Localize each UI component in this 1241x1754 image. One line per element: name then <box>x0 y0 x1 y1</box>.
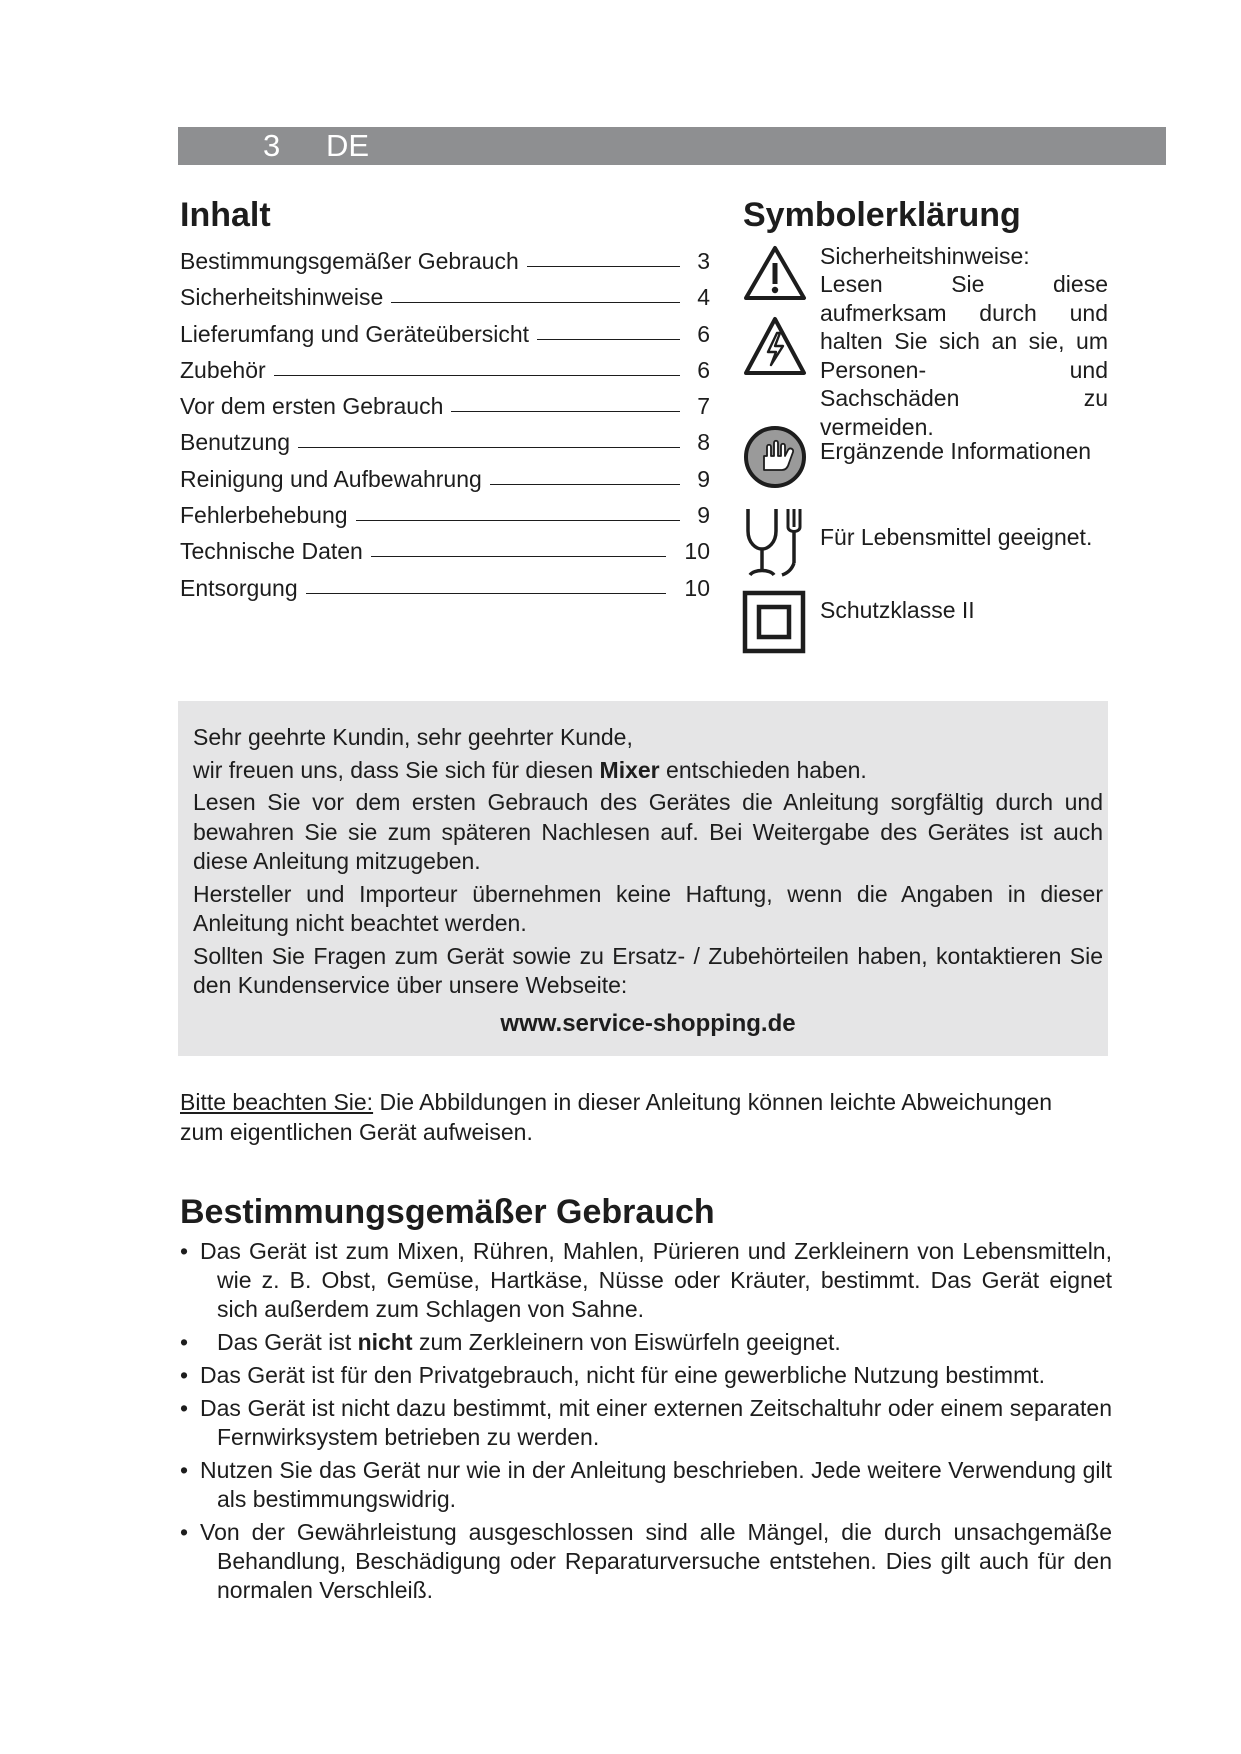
emphasis-nicht: nicht <box>357 1329 413 1355</box>
list-item: • Das Gerät ist für den Privatgebrauch, nicht für eine gewerbliche Nutzung bestimmt. <box>180 1362 1046 1388</box>
table-of-contents <box>180 248 710 611</box>
toc-entry[interactable]: Entsorgung 10 <box>180 574 710 601</box>
hand-pointing-icon <box>742 426 808 488</box>
note-paragraph <box>180 1088 1100 1147</box>
greeting-text: Sehr geehrte Kundin, sehr geehrter Kunde, <box>193 724 633 750</box>
electric-hazard-icon <box>742 315 808 377</box>
toc-entry[interactable]: Benutzung 8 <box>180 429 710 456</box>
toc-entry[interactable]: Zubehör 6 <box>180 356 710 383</box>
symbols-title: Symbolerklärung <box>743 196 1021 234</box>
note-label: Bitte beachten Sie: <box>180 1089 374 1115</box>
language-code: DE <box>326 128 370 163</box>
class-symbol-text: Schutzklasse II <box>820 597 975 623</box>
glass-fork-icon <box>742 505 808 577</box>
safety-text: Lesen Sie diese aufmerksam durch und halten Sie sich an sie, um Personen- und Sachschäden zu vermeiden. <box>820 271 1108 440</box>
read-instructions-text: Lesen Sie vor dem ersten Gebrauch des Gerätes die Anleitung sorgfältig durch und bewahren Sie sie zum späteren Nachlesen auf. Bei Weitergabe des Gerätes ist auch diese Anleitung mitzugeben. <box>193 789 1103 874</box>
toc-entry[interactable]: Reinigung und Aufbewahrung 9 <box>180 465 710 492</box>
toc-entry[interactable]: Sicherheitshinweise 4 <box>180 284 710 311</box>
usage-section-title: Bestimmungsgemäßer Gebrauch <box>180 1193 715 1231</box>
food-symbol-text: Für Lebensmittel geeignet. <box>820 524 1093 550</box>
service-website-link[interactable]: www.service-shopping.de <box>500 1009 796 1037</box>
list-item: • Das Gerät ist nicht zum Zerkleinern von Eiswürfeln geeignet. <box>180 1329 841 1355</box>
info-symbol-text: Ergänzende Informationen <box>820 438 1092 464</box>
questions-text: Sollten Sie Fragen zum Gerät sowie zu Ersatz- / Zubehörteilen haben, kontaktieren Sie den Kundenservice über unsere Webseite: <box>193 942 1103 998</box>
warning-triangle-icon <box>742 244 808 302</box>
page-header-bar <box>178 127 1166 165</box>
product-name: Mixer <box>599 756 660 783</box>
toc-title: Inhalt <box>180 196 271 234</box>
thanks-text: wir freuen uns, dass Sie sich für diesen Mixer entschieden haben. <box>193 756 867 783</box>
usage-list <box>180 1237 1112 1609</box>
customer-info-box <box>178 701 1108 1056</box>
liability-text: Hersteller und Importeur übernehmen keine Haftung, wenn die Angaben in dieser Anleitung nicht beachtet werden. <box>193 880 1103 936</box>
page-number: 3 <box>263 128 281 163</box>
list-item: • Das Gerät ist zum Mixen, Rühren, Mahlen, Pürieren und Zerkleinern von Lebensmitteln, wie z. B. Obst, Gemüse, Hartkäse, Nüsse oder Kräuter, bestimmt. Das Gerät eignet sich außerdem zum Schlagen von Sahne. <box>180 1238 1112 1322</box>
double-square-icon <box>742 590 806 654</box>
toc-entry[interactable]: Bestimmungsgemäßer Gebrauch 3 <box>180 248 710 274</box>
toc-entry[interactable]: Technische Daten 10 <box>180 538 710 565</box>
list-item: • Von der Gewährleistung ausgeschlossen sind alle Mängel, die durch unsachgemäße Behandlung, Beschädigung oder Reparaturversuche entstehen. Dies gilt auch für den normalen Verschleiß. <box>180 1519 1112 1603</box>
list-item: • Das Gerät ist nicht dazu bestimmt, mit einer externen Zeitschaltuhr oder einem separaten Fernwirksystem betrieben zu werden. <box>180 1395 1112 1450</box>
safety-heading: Sicherheitshinweise: <box>820 243 1030 269</box>
toc-entry[interactable]: Vor dem ersten Gebrauch 7 <box>180 393 710 420</box>
toc-entry[interactable]: Fehlerbehebung 9 <box>180 502 710 529</box>
toc-entry[interactable]: Lieferumfang und Geräteübersicht 6 <box>180 320 710 347</box>
list-item: • Nutzen Sie das Gerät nur wie in der Anleitung beschrieben. Jede weitere Verwendung gilt als bestimmungswidrig. <box>180 1457 1112 1512</box>
note-text: Die Abbildungen in dieser Anleitung können leichte Abweichungen zum eigentlichen Gerät aufweisen. <box>180 1089 1053 1145</box>
